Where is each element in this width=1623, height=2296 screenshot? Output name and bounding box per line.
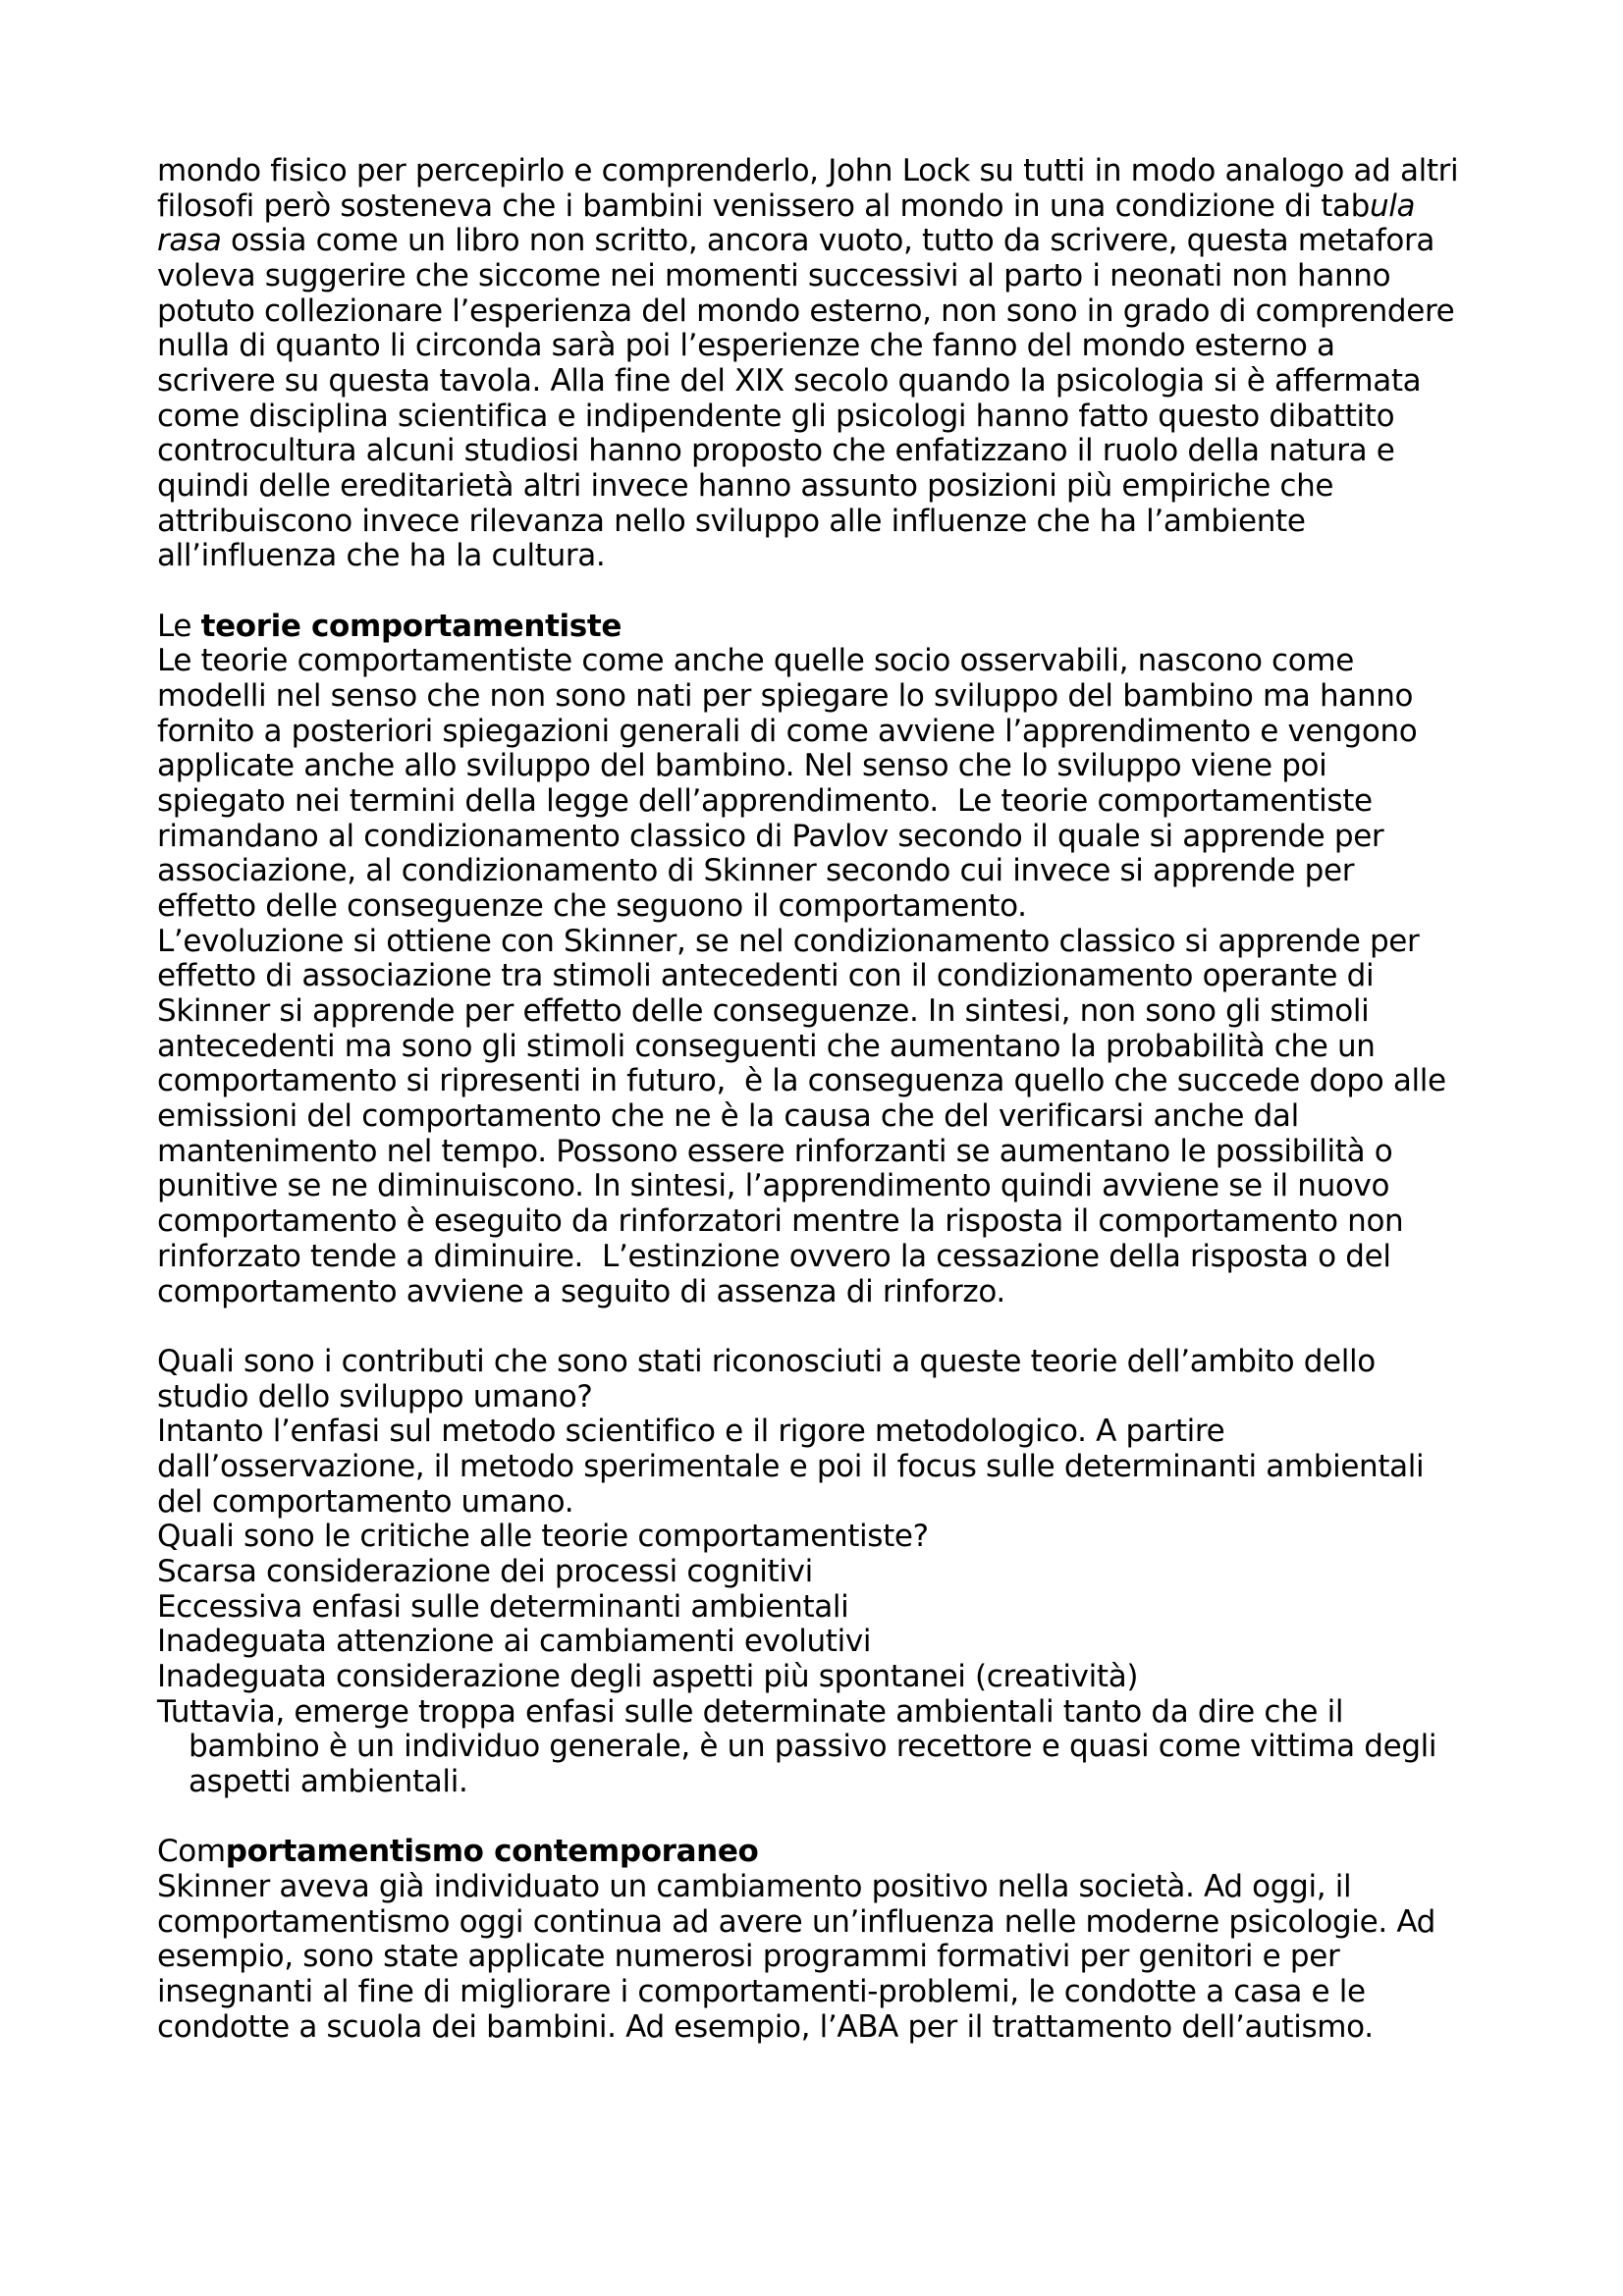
heading-regular-part: Le bbox=[157, 608, 201, 644]
heading-bold-part: portamentismo contemporaneo bbox=[225, 1834, 759, 1870]
heading-bold-part: teorie comportamentiste bbox=[200, 608, 622, 644]
text-line: modelli nel senso che non sono nati per spiegare lo sviluppo del bambino ma hanno bbox=[157, 678, 1414, 715]
text-line: emissioni del comportamento che ne è la causa che del verificarsi anche dal bbox=[157, 1098, 1299, 1135]
heading-regular-part: Com bbox=[157, 1834, 226, 1870]
text-line: insegnanti al fine di migliorare i comportamenti-problemi, le condotte a casa e le bbox=[157, 1973, 1366, 2009]
text-line: fornito a posteriori spiegazioni generali di come avviene l’apprendimento e vengono bbox=[157, 713, 1418, 749]
text-line: potuto collezionare l’esperienza del mondo esterno, non sono in grado di comprendere bbox=[157, 293, 1455, 329]
list-item: Scarsa considerazione dei processi cognitivi bbox=[157, 1553, 813, 1589]
section1-paragraph-2 bbox=[157, 925, 1492, 1309]
text-line: voleva suggerire che siccome nei momenti successivi al parto i neonati non hanno bbox=[157, 258, 1391, 294]
text-line: spiegato nei termini della legge dell’apprendimento. Le teorie comportamentiste bbox=[157, 783, 1373, 820]
section3-paragraph bbox=[157, 1870, 1492, 2045]
text-line: dall’osservazione, il metodo sperimentale e poi il focus sulle determinanti ambientali bbox=[157, 1448, 1425, 1484]
text-line: comportamentismo oggi continua ad avere un’influenza nelle moderne psicologie. Ad bbox=[157, 1903, 1435, 1940]
question-criticisms: Quali sono le critiche alle teorie comportamentiste? bbox=[157, 1519, 929, 1555]
text-line: esempio, sono state applicate numerosi programmi formativi per genitori e per bbox=[157, 1939, 1340, 1975]
text-line: punitive se ne diminuiscono. In sintesi, l’apprendimento quindi avviene se il nuovo bbox=[157, 1168, 1390, 1204]
intro-paragraph bbox=[157, 154, 1492, 574]
text-line: bambino è un individuo generale, è un passivo recettore e quasi come vittima degli bbox=[189, 1729, 1437, 1765]
text-line: attribuiscono invece rilevanza nello sviluppo alle influenze che ha l’ambiente bbox=[157, 503, 1306, 539]
list-item: Inadeguata attenzione ai cambiamenti evolutivi bbox=[157, 1624, 872, 1660]
list-item: Eccessiva enfasi sulle determinanti ambientali bbox=[157, 1588, 849, 1625]
text-line: antecedenti ma sono gli stimoli conseguenti che aumentano la probabilità che un bbox=[157, 1028, 1376, 1064]
text-line: rinforzato tende a diminuire. L’estinzione ovvero la cessazione della risposta o del bbox=[157, 1238, 1391, 1274]
blank-line bbox=[157, 1309, 1492, 1345]
text-line: effetto delle conseguenze che seguono il comportamento. bbox=[157, 888, 1027, 925]
blank-line bbox=[157, 574, 1492, 610]
text-line: controcultura alcuni studiosi hanno proposto che enfatizzano il ruolo della natura e bbox=[157, 433, 1395, 469]
text-line: mondo fisico per percepirlo e comprenderlo, John Lock su tutti in modo analogo ad altri bbox=[157, 153, 1459, 188]
text-line: L’evoluzione si ottiene con Skinner, se nel condizionamento classico si apprende per bbox=[157, 923, 1420, 959]
question-contributions bbox=[157, 1345, 1492, 1415]
section-heading-teorie-comportamentiste bbox=[157, 610, 1492, 645]
conclusion-paragraph bbox=[157, 1695, 1492, 1800]
text-line: quindi delle ereditarietà altri invece hanno assunto posizioni più empiriche che bbox=[157, 468, 1334, 505]
text-line: Tuttavia, emerge troppa enfasi sulle determinate ambientali tanto da dire che il bbox=[157, 1693, 1344, 1730]
list-item: Inadeguata considerazione degli aspetti più spontanei (creatività) bbox=[157, 1658, 1139, 1694]
text-line: comportamento è eseguito da rinforzatori mentre la risposta il comportamento non bbox=[157, 1203, 1404, 1240]
text-line: rimandano al condizionamento classico di Pavlov secondo il quale si apprende per bbox=[157, 818, 1384, 854]
text-line: aspetti ambientali. bbox=[189, 1763, 468, 1799]
text-line: studio dello sviluppo umano? bbox=[157, 1378, 593, 1415]
criticisms-list bbox=[157, 1555, 1492, 1695]
text-line: effetto di associazione tra stimoli antecedenti con il condizionamento operante di bbox=[157, 958, 1375, 994]
text-line: Skinner si apprende per effetto delle conseguenze. In sintesi, non sono gli stimoli bbox=[157, 993, 1370, 1030]
text-line bbox=[157, 189, 1492, 225]
text-line: Intanto l’enfasi sul metodo scientifico e il rigore metodologico. A partire bbox=[157, 1414, 1225, 1450]
text-line: nulla di quanto li circonda sarà poi l’esperienze che fanno del mondo esterno a bbox=[157, 328, 1335, 364]
text-line: scrivere su questa tavola. Alla fine del XIX secolo quando la psicologia si è affermata bbox=[157, 363, 1422, 400]
text-run: ossia come un libro non scritto, ancora vuoto, tutto da scrivere, questa metafora bbox=[221, 223, 1435, 259]
text-line: Le teorie comportamentiste come anche quelle socio osservabili, nascono come bbox=[157, 643, 1354, 679]
text-run: filosofi però sosteneva che i bambini venissero al mondo in una condizione di tab bbox=[157, 187, 1370, 224]
text-line bbox=[157, 224, 1492, 259]
text-line: comportamento si ripresenti in futuro, è la conseguenza quello che succede dopo alle bbox=[157, 1063, 1446, 1099]
italic-text-run: rasa bbox=[157, 223, 222, 259]
text-line: del comportamento umano. bbox=[157, 1483, 574, 1520]
text-line: come disciplina scientifica e indipendente gli psicologi hanno fatto questo dibattito bbox=[157, 398, 1395, 434]
text-line: Skinner aveva già individuato un cambiamento positivo nella società. Ad oggi, il bbox=[157, 1868, 1352, 1904]
text-line: comportamento avviene a seguito di assenza di rinforzo. bbox=[157, 1273, 1005, 1309]
italic-text-run: ula bbox=[1369, 187, 1416, 224]
text-line: all’influenza che ha la cultura. bbox=[157, 538, 606, 574]
blank-line bbox=[157, 1800, 1492, 1836]
answer-contributions bbox=[157, 1415, 1492, 1520]
text-line: mantenimento nel tempo. Possono essere rinforzanti se aumentano le possibilità o bbox=[157, 1133, 1393, 1169]
section1-paragraph-1 bbox=[157, 644, 1492, 924]
text-line: condotte a scuola dei bambini. Ad esempio, l’ABA per il trattamento dell’autismo. bbox=[157, 2008, 1374, 2045]
section-heading-comportamentismo-contemporaneo bbox=[157, 1835, 1492, 1870]
document-page bbox=[157, 154, 1492, 2045]
text-line: Quali sono i contributi che sono stati riconosciuti a queste teorie dell’ambito dello bbox=[157, 1343, 1376, 1379]
text-line: associazione, al condizionamento di Skinner secondo cui invece si apprende per bbox=[157, 853, 1355, 889]
text-line: applicate anche allo sviluppo del bambino. Nel senso che lo sviluppo viene poi bbox=[157, 748, 1327, 784]
